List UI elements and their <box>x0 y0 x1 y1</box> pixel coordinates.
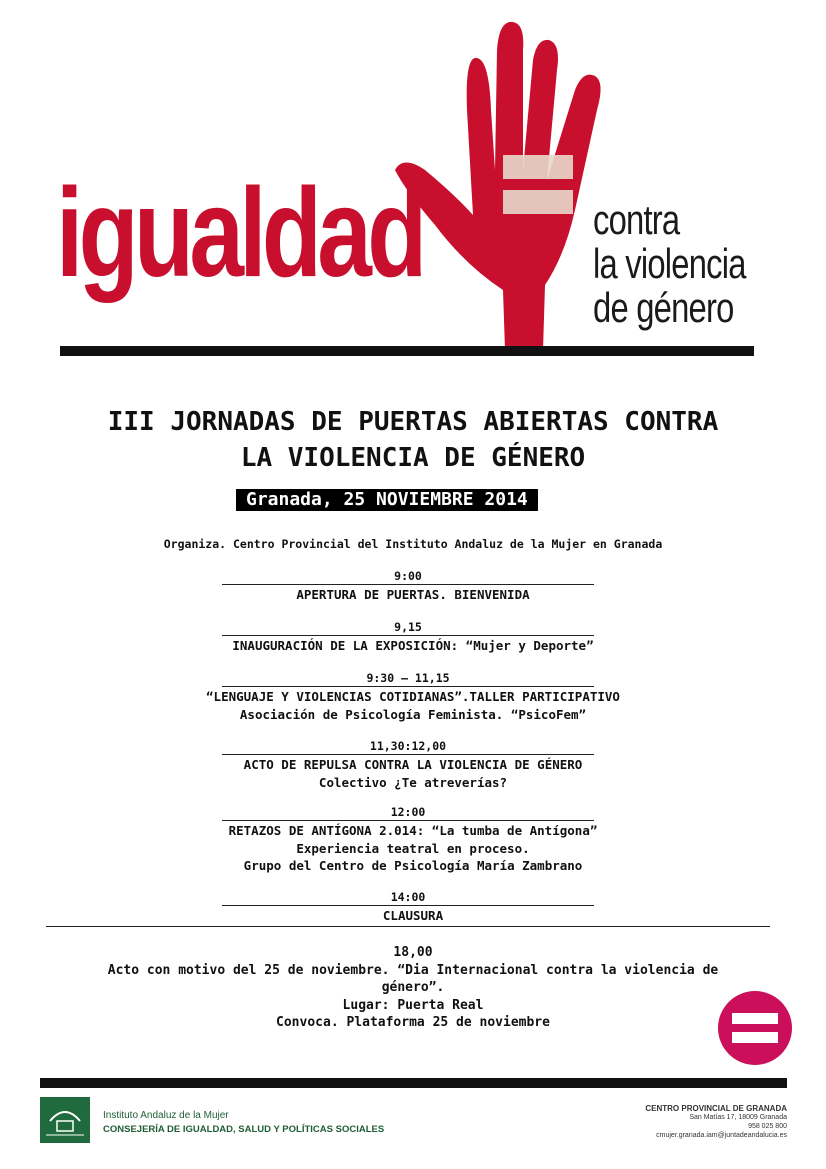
tagline-line: de género <box>593 284 734 331</box>
consejeria-name: CONSEJERÍA DE IGUALDAD, SALUD Y POLÍTICAS SOCIALES <box>103 1124 385 1135</box>
program-event: Grupo del Centro de Psicología María Zambrano <box>243 858 583 873</box>
evening-event <box>30 944 796 1032</box>
logo-tagline <box>593 198 746 330</box>
program-event: INAUGURACIÓN DE LA EXPOSICIÓN: “Mujer y Deporte” <box>232 638 594 653</box>
program-time: 12:00 <box>222 804 594 821</box>
section-divider <box>46 926 770 927</box>
tagline-line: la violencia <box>593 240 746 287</box>
page-title <box>30 404 796 476</box>
hand-equal-bar-bottom <box>503 190 573 214</box>
footer-rule <box>40 1078 787 1088</box>
program-event: Experiencia teatral en proceso. <box>296 841 530 856</box>
tagline-line: contra <box>593 196 680 243</box>
program-time: 9:00 <box>222 568 594 585</box>
program-time: 9,15 <box>222 619 594 636</box>
program-event: CLAUSURA <box>382 908 444 923</box>
evening-line: género”. <box>381 980 445 995</box>
equality-bar-top <box>732 1013 778 1024</box>
centro-email: cmujer.granada.iam@juntadeandalucia.es <box>656 1132 787 1139</box>
centro-name: CENTRO PROVINCIAL DE GRANADA <box>645 1104 787 1113</box>
program-event: Colectivo ¿Te atreverías? <box>318 775 508 790</box>
evening-time: 18,00 <box>393 945 433 960</box>
centro-address: San Matías 17, 18009 Granada <box>689 1114 787 1121</box>
program-time: 9:30 – 11,15 <box>222 670 594 687</box>
logo-underline <box>60 346 754 356</box>
organizer-line: Organiza. Centro Provincial del Instituto Andaluz de la Mujer en Granada <box>163 537 663 551</box>
title-line: LA VIOLENCIA DE GÉNERO <box>240 443 586 473</box>
equality-badge-icon <box>718 991 792 1065</box>
program-event: ACTO DE REPULSA CONTRA LA VIOLENCIA DE GÉNERO <box>243 757 583 772</box>
program-event: “LENGUAJE Y VIOLENCIAS COTIDIANAS”.TALLER PARTICIPATIVO <box>206 689 620 704</box>
evening-convoca: Convoca. Plataforma 25 de noviembre <box>276 1015 550 1030</box>
program-event: Asociación de Psicología Feminista. “PsicoFem” <box>239 707 587 722</box>
footer-contact <box>600 1104 787 1140</box>
centro-phone: 958 025 800 <box>748 1123 787 1130</box>
program-time: 11,30:12,00 <box>222 738 594 755</box>
evening-line: Acto con motivo del 25 de noviembre. “Dia Internacional contra la violencia de <box>107 962 719 978</box>
program-event: APERTURA DE PUERTAS. BIENVENIDA <box>296 587 530 602</box>
program-event: RETAZOS DE ANTÍGONA 2.014: “La tumba de Antígona” <box>228 823 598 838</box>
equality-bar-bottom <box>732 1032 778 1043</box>
date-banner: Granada, 25 NOVIEMBRE 2014 <box>236 489 538 511</box>
institute-name: Instituto Andaluz de la Mujer <box>103 1110 229 1121</box>
hand-equal-bar-top <box>503 155 573 179</box>
evening-place: Lugar: Puerta Real <box>342 997 484 1013</box>
footer-institution <box>103 1110 384 1135</box>
junta-andalucia-logo-icon <box>40 1097 90 1143</box>
igualdad-logo-word: igualdad <box>56 162 423 303</box>
program-time: 14:00 <box>222 889 594 906</box>
title-line: III JORNADAS DE PUERTAS ABIERTAS CONTRA <box>107 407 719 437</box>
